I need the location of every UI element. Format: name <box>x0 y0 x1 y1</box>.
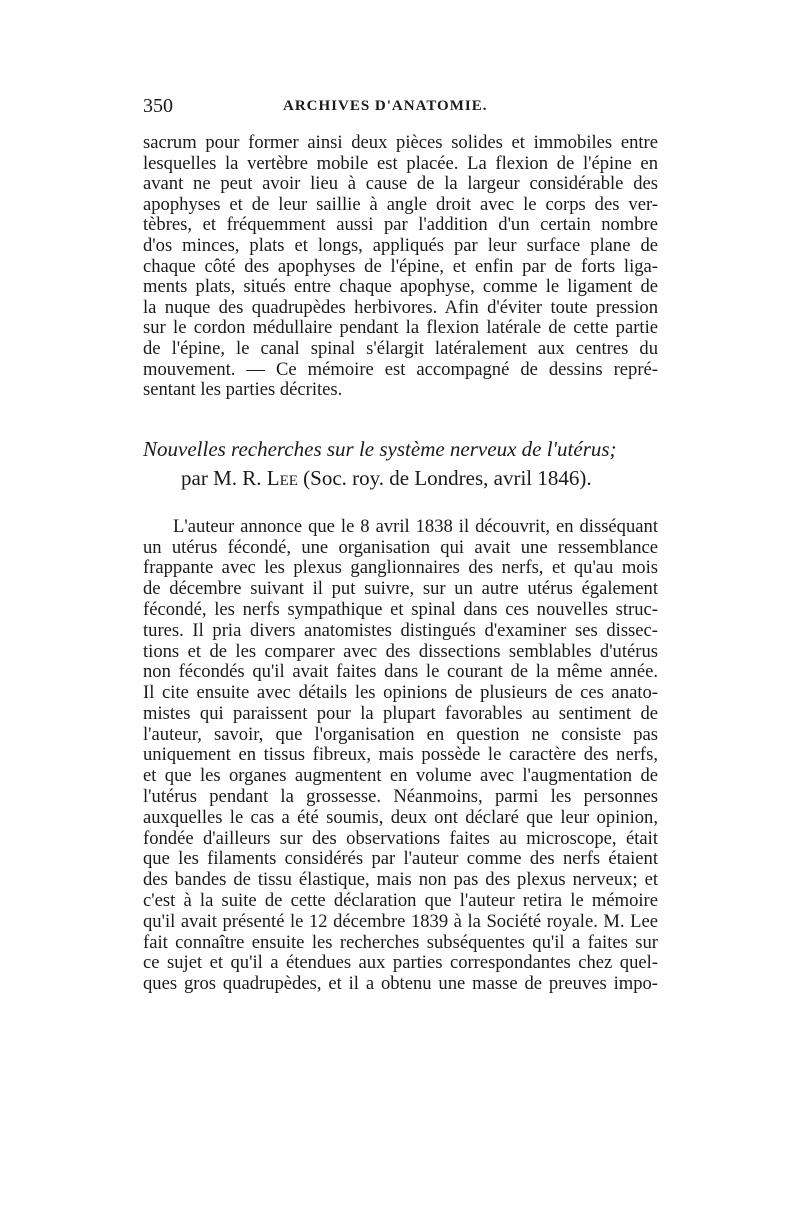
text-line: ments plats, situés entre chaque apophyse, comme le ligament de <box>143 276 658 298</box>
text-line: apophyses et de leur saillie à angle droit avec le corps des ver- <box>143 193 658 215</box>
text-line: qu'il avait présenté le 12 décembre 1839 à la Société royale. M. Lee <box>143 910 658 932</box>
text-line: fondée d'ailleurs sur des observations faites au microscope, était <box>143 827 658 849</box>
text-line: non fécondés qu'il avait faites dans le courant de la même année. <box>143 661 658 683</box>
text-line: c'est à la suite de cette déclaration que l'auteur retira le mémoire <box>143 890 658 912</box>
text-line: et que les organes augmentent en volume avec l'augmentation de <box>143 765 658 787</box>
running-head <box>143 95 658 125</box>
text-line: sentant les parties décrites. <box>143 379 343 401</box>
text-line: un utérus fécondé, une organisation qui avait une ressemblance <box>143 536 658 558</box>
text-line: uniquement en tissus fibreux, mais possède le caractère des nerfs, <box>143 744 658 766</box>
text-line: fait connaître ensuite les recherches subséquentes qu'il a faites sur <box>143 931 658 953</box>
text-line: sur le cordon médullaire pendant la flexion latérale de cette partie <box>143 317 658 339</box>
text-line: mistes qui paraissent pour la plupart favorables au sentiment de <box>143 702 658 724</box>
journal-title: ARCHIVES D'ANATOMIE. <box>283 98 488 114</box>
text-line: avant ne peut avoir lieu à cause de la largeur considérable des <box>143 173 658 195</box>
text-line: l'utérus pendant la grossesse. Néanmoins, parmi les personnes <box>143 786 658 808</box>
text-line: chaque côté des apophyses de l'épine, et enfin par de forts liga- <box>143 255 658 277</box>
text-line: Il cite ensuite avec détails les opinions de plusieurs de ces anato- <box>143 682 658 704</box>
text-line: auxquelles le cas a été soumis, deux ont déclaré que leur opinion, <box>143 806 658 828</box>
text-line: la nuque des quadrupèdes herbivores. Afin d'éviter toute pression <box>143 296 658 318</box>
text-line: lesquelles la vertèbre mobile est placée. La flexion de l'épine en <box>143 152 658 174</box>
byline-suffix: (Soc. roy. de Londres, avril 1846). <box>297 465 592 490</box>
text-line: de l'épine, le canal spinal s'élargit latéralement aux centres du <box>143 337 658 359</box>
text-line: ce sujet et qu'il a étendues aux parties correspondantes chez quel- <box>143 952 658 974</box>
text-line: mouvement. — Ce mémoire est accompagné de dessins repré- <box>143 358 658 380</box>
text-line: de décembre suivant il put suivre, sur un autre utérus également <box>143 578 658 600</box>
text-line: que les filaments considérés par l'auteur comme des nerfs étaient <box>143 848 658 870</box>
page-content <box>143 95 658 995</box>
page-number: 350 <box>143 95 173 117</box>
text-line: d'os minces, plats et longs, appliqués par leur surface plane de <box>143 234 658 256</box>
text-line: des bandes de tissu élastique, mais non pas des plexus nerveux; et <box>143 869 658 891</box>
text-line: frappante avec les plexus ganglionnaires des nerfs, et qu'au mois <box>143 557 658 579</box>
text-line: ques gros quadrupèdes, et il a obtenu une masse de preuves impo- <box>143 973 658 995</box>
paragraph-2 <box>143 517 658 995</box>
text-line: l'auteur, savoir, que l'organisation en question ne consiste pas <box>143 723 658 745</box>
text-line: sacrum pour former ainsi deux pièces solides et immobiles entre <box>143 132 658 153</box>
text-line: tures. Il pria divers anatomistes distingués d'examiner ses dissec- <box>143 619 658 641</box>
byline-prefix: par M. R. <box>181 465 267 490</box>
article-title <box>143 435 658 493</box>
text-line: tions et de les comparer avec des dissections semblables d'utérus <box>143 640 658 662</box>
article-byline <box>143 464 658 493</box>
author-surname: Lee <box>266 465 298 490</box>
text-line: tèbres, et fréquemment aussi par l'addition d'un certain nombre <box>143 214 658 236</box>
paragraph-1 <box>143 133 658 401</box>
text-line: fécondé, les nerfs sympathique et spinal dans ces nouvelles struc- <box>143 598 658 620</box>
text-line: L'auteur annonce que le 8 avril 1838 il découvrit, en disséquant <box>173 515 658 537</box>
article-title-main: Nouvelles recherches sur le système nerveux de l'utérus; <box>143 436 617 461</box>
